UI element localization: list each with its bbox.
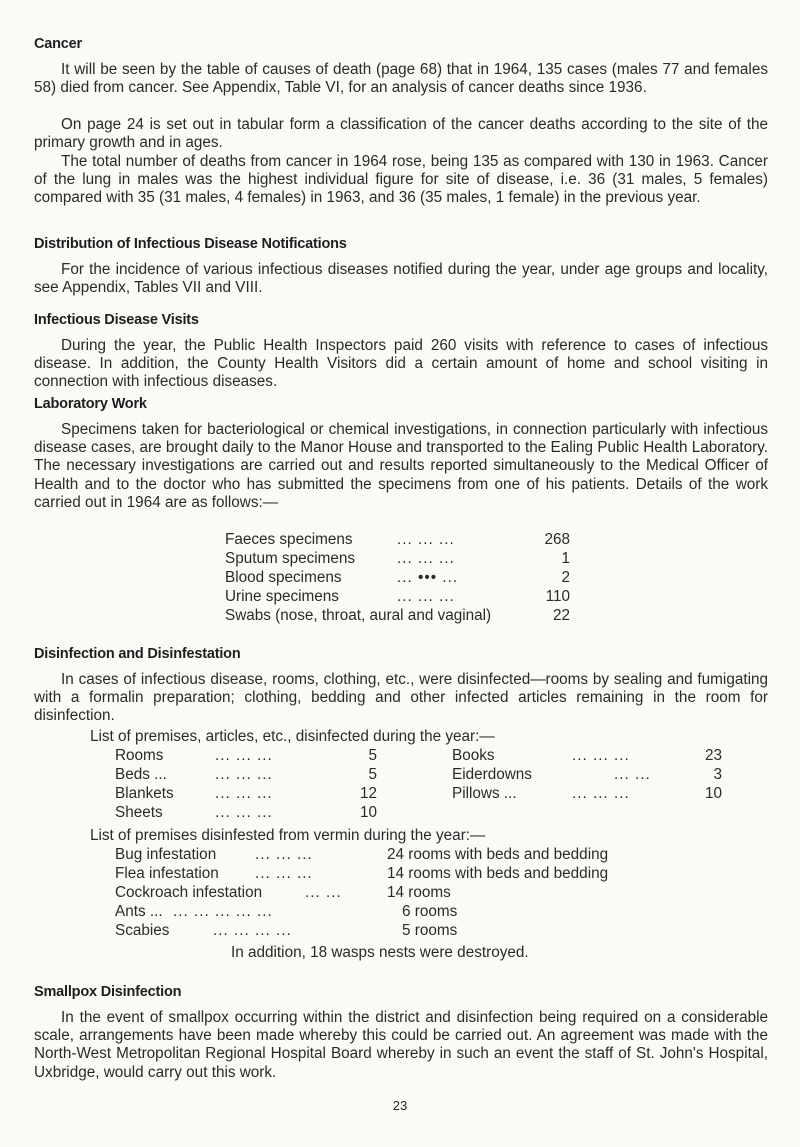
leader-dots: ... ••• ... bbox=[397, 569, 459, 586]
section-heading-smallpox: Smallpox Disinfection bbox=[34, 984, 182, 1000]
laboratory-paragraph: Specimens taken for bacteriological or chemical investigations, in connection particularly with infectious disease cases, are brought daily to the Manor House and transported to the Ealing Public Health Laboratory. The necessary investigations are carried out and results reported simultaneously to the Medical Officer of Health and to the doctor who has submitted the specimens from one of his patients. Details of the work carried out in 1964 are as follows:— bbox=[34, 421, 768, 511]
leader-dots: ... ... ... ... ... bbox=[173, 903, 273, 920]
list-item bbox=[225, 607, 585, 625]
leader-dots: ... ... ... bbox=[572, 785, 630, 802]
item-value: 10 bbox=[704, 785, 722, 802]
item-value: 5 bbox=[368, 766, 377, 783]
section-heading-disinfection: Disinfection and Disinfestation bbox=[34, 646, 241, 662]
item-label: Ants ... bbox=[115, 903, 163, 920]
list-item bbox=[115, 922, 695, 940]
item-value: 1 bbox=[561, 550, 570, 567]
item-label: Sheets bbox=[115, 804, 163, 821]
item-value: 22 bbox=[552, 607, 570, 624]
section-heading-laboratory: Laboratory Work bbox=[34, 396, 147, 412]
smallpox-paragraph: In the event of smallpox occurring within the district and disinfection being required on a considerable scale, arrangements have been made whereby this could be carried out. An agreement was made with the North-West Metropolitan Regional Hospital Board whereby in such an event the staff of St. John's Hospital, Uxbridge, would carry out this work. bbox=[34, 1009, 768, 1081]
item-label: Flea infestation bbox=[115, 865, 219, 882]
list-item bbox=[115, 785, 385, 803]
item-label: Scabies bbox=[115, 922, 170, 939]
section-heading-visits: Infectious Disease Visits bbox=[34, 312, 199, 328]
leader-dots: ... ... ... bbox=[572, 747, 630, 764]
item-label: Swabs (nose, throat, aural and vaginal) bbox=[225, 607, 492, 624]
item-value: 14 rooms with beds and bedding bbox=[387, 865, 609, 882]
list-item bbox=[115, 865, 695, 883]
item-label: Faeces specimens bbox=[225, 531, 353, 548]
list-item bbox=[225, 569, 585, 587]
page-number: 23 bbox=[392, 1098, 408, 1113]
leader-dots: ... ... ... bbox=[215, 766, 273, 783]
cancer-paragraph-2: On page 24 is set out in tabular form a classification of the cancer deaths according to the site of the primary growth and in ages. bbox=[34, 116, 768, 152]
list-item bbox=[115, 747, 385, 765]
item-value: 5 bbox=[368, 747, 377, 764]
item-label: Eiderdowns bbox=[452, 766, 532, 783]
list-item bbox=[452, 766, 752, 784]
item-label: Beds ... bbox=[115, 766, 167, 783]
list-item bbox=[225, 588, 585, 606]
leader-dots: ... ... ... bbox=[397, 588, 455, 605]
disinfected-list-intro: List of premises, articles, etc., disinfected during the year:— bbox=[90, 728, 495, 745]
item-value: 5 rooms bbox=[402, 922, 458, 939]
list-item bbox=[115, 846, 695, 864]
item-value: 3 bbox=[713, 766, 722, 783]
item-value: 24 rooms with beds and bedding bbox=[387, 846, 609, 863]
leader-dots: ... ... bbox=[614, 766, 651, 783]
list-item bbox=[115, 804, 385, 822]
wasps-note: In addition, 18 wasps nests were destroyed. bbox=[231, 944, 529, 961]
visits-paragraph: During the year, the Public Health Inspectors paid 260 visits with reference to cases of infectious disease. In addition, the County Health Visitors did a certain amount of home and school visiting in connection with infectious diseases. bbox=[34, 337, 768, 391]
item-label: Cockroach infestation bbox=[115, 884, 263, 901]
leader-dots: ... ... ... bbox=[255, 865, 313, 882]
section-heading-distribution: Distribution of Infectious Disease Notifications bbox=[34, 236, 347, 252]
cancer-paragraph-1: It will be seen by the table of causes of death (page 68) that in 1964, 135 cases (males 77 and females 58) died from cancer. See Appendix, Table VI, for an analysis of cancer deaths since 1936. bbox=[34, 61, 768, 97]
item-value: 14 rooms bbox=[387, 884, 451, 901]
section-heading-cancer: Cancer bbox=[34, 36, 82, 52]
leader-dots: ... ... ... bbox=[215, 804, 273, 821]
disinfection-paragraph: In cases of infectious disease, rooms, clothing, etc., were disinfected—rooms by sealing and fumigating with a formalin preparation; clothing, bedding and other infected articles remaining in the room for disinfection. bbox=[34, 671, 768, 725]
item-label: Rooms bbox=[115, 747, 164, 764]
leader-dots: ... ... bbox=[305, 884, 342, 901]
item-label: Urine specimens bbox=[225, 588, 339, 605]
leader-dots: ... ... ... bbox=[397, 550, 455, 567]
item-label: Sputum specimens bbox=[225, 550, 356, 567]
item-label: Blankets bbox=[115, 785, 174, 802]
cancer-paragraph-3: The total number of deaths from cancer in 1964 rose, being 135 as compared with 130 in 1963. Cancer of the lung in males was the highest individual figure for site of disease, i.e. 36 (31 males, 5 females) compared with 35 (31 males, 4 females) in 1963, and 36 (35 males, 1 female) in the previous year. bbox=[34, 153, 768, 207]
item-value: 12 bbox=[359, 785, 377, 802]
item-value: 23 bbox=[704, 747, 722, 764]
list-item bbox=[115, 884, 695, 902]
leader-dots: ... ... ... ... bbox=[213, 922, 292, 939]
item-value: 10 bbox=[359, 804, 377, 821]
item-label: Books bbox=[452, 747, 495, 764]
list-item bbox=[115, 903, 695, 921]
list-item bbox=[115, 766, 385, 784]
item-value: 268 bbox=[544, 531, 570, 548]
item-label: Bug infestation bbox=[115, 846, 217, 863]
leader-dots: ... ... ... bbox=[215, 785, 273, 802]
item-value: 110 bbox=[545, 588, 570, 605]
disinfested-list-intro: List of premises disinfested from vermin during the year:— bbox=[90, 827, 486, 844]
leader-dots: ... ... ... bbox=[215, 747, 273, 764]
list-item bbox=[452, 747, 752, 765]
item-value: 6 rooms bbox=[402, 903, 458, 920]
item-label: Blood specimens bbox=[225, 569, 342, 586]
leader-dots: ... ... ... bbox=[255, 846, 313, 863]
list-item bbox=[225, 531, 585, 549]
leader-dots: ... ... ... bbox=[397, 531, 455, 548]
distribution-paragraph: For the incidence of various infectious diseases notified during the year, under age groups and locality, see Appendix, Tables VII and VIII. bbox=[34, 261, 768, 297]
item-label: Pillows ... bbox=[452, 785, 517, 802]
list-item bbox=[225, 550, 585, 568]
item-value: 2 bbox=[561, 569, 570, 586]
list-item bbox=[452, 785, 752, 803]
